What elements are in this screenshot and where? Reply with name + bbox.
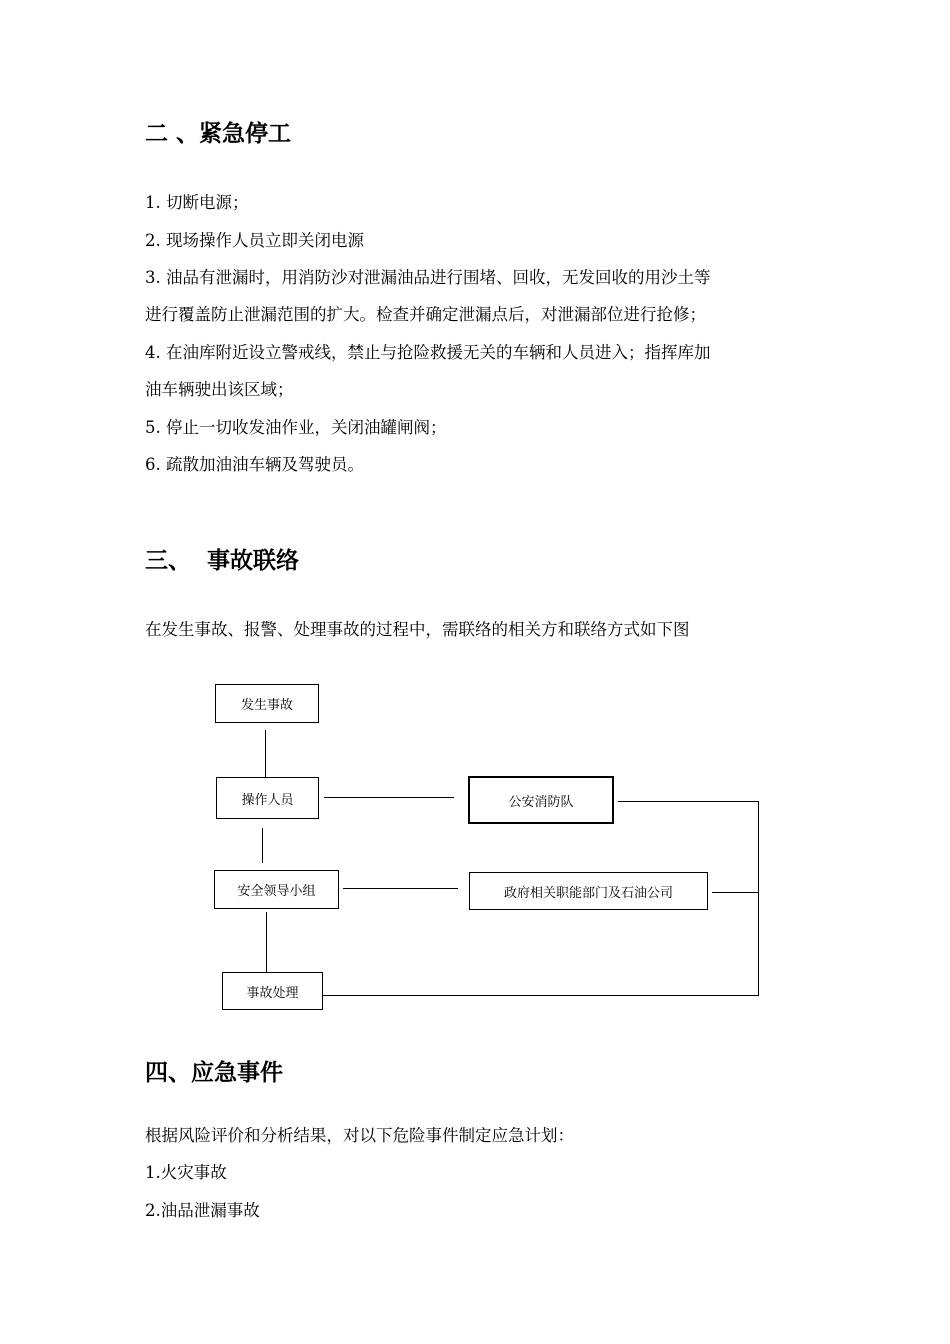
node-operator: 操作人员 [216,777,319,819]
list-item: 1.火灾事故 [145,1163,227,1182]
section-4-intro: 根据风险评价和分析结果，对以下危险事件制定应急计划： [145,1126,574,1145]
node-government: 政府相关职能部门及石油公司 [469,872,708,910]
node-police-fire: 公安消防队 [468,776,614,824]
section-3-title: 三、 事故联络 [145,548,300,574]
connector-line [618,801,759,802]
connector-line [343,888,458,889]
connector-line [265,730,266,777]
list-item: 3. 油品有泄漏时，用消防沙对泄漏油品进行围堵、回收，无发回收的用沙土等 [145,268,711,287]
node-accident: 发生事故 [215,684,319,723]
list-item: 油车辆驶出该区域； [145,380,294,399]
section-4-title: 四、应急事件 [145,1060,283,1086]
list-item: 2. 现场操作人员立即关闭电源 [145,231,364,250]
connector-line [712,892,759,893]
section-2-title: 二 、紧急停工 [145,121,292,147]
connector-line [758,801,759,996]
connector-line [266,912,267,972]
connector-line [322,995,759,996]
list-item: 1. 切断电源； [145,193,249,212]
node-handling: 事故处理 [222,972,323,1010]
list-item: 6. 疏散加油油车辆及驾驶员。 [145,455,364,474]
connector-line [324,797,454,798]
list-item: 5. 停止一切收发油作业，关闭油罐闸阀； [145,418,447,437]
connector-line [262,828,263,863]
list-item: 2.油品泄漏事故 [145,1201,260,1220]
section-3-intro: 在发生事故、报警、处理事故的过程中，需联络的相关方和联络方式如下图 [145,620,690,639]
list-item: 进行覆盖防止泄漏范围的扩大。检查并确定泄漏点后，对泄漏部位进行抢修； [145,305,706,324]
list-item: 4. 在油库附近设立警戒线，禁止与抢险救援无关的车辆和人员进入；指挥库加 [145,343,711,362]
node-safety-group: 安全领导小组 [214,870,339,909]
